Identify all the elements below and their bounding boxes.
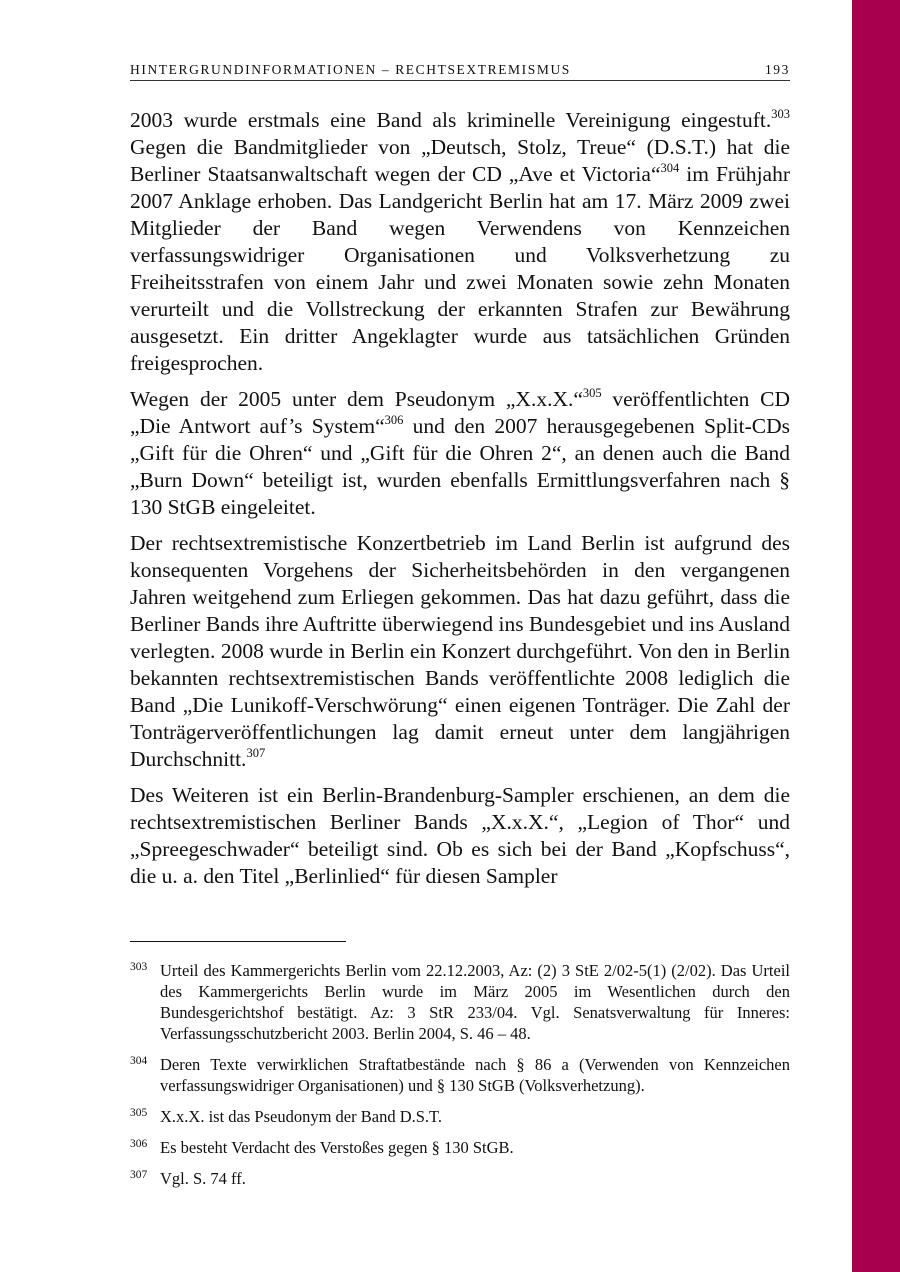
footnote xyxy=(130,1137,790,1158)
footnote-text: Urteil des Kammergerichts Berlin vom 22.12.2003, Az: (2) 3 StE 2/02-5(1) (2/02). Das Urteil des Kammergerichts Berlin wurde im März 2005 im Wesentlichen durch den Bundesgerichtshof bestätigt. Az: 3 StR 233/04. Vgl. Senatsverwaltung für Inneres: Verfassungsschutzbericht 2003. Berlin 2004, S. 46 – 48. xyxy=(160,961,790,1043)
footnote-reference: 307 xyxy=(246,746,266,760)
running-header xyxy=(130,61,790,79)
footnote-text: Vgl. S. 74 ff. xyxy=(160,1169,246,1188)
paragraph-text: Des Weiteren ist ein Berlin-Brandenburg-Sampler erschienen, an dem die rechtsextremistischen Berliner Bands „X.x.X.“, „Legion of Thor“ und „Spreegeschwader“ beteiligt sind. Ob es sich bei der Band „Kopfschuss“, die u. a. den Titel „Berlinlied“ für diesen Sampler xyxy=(130,783,790,888)
footnote-text: Es besteht Verdacht des Verstoßes gegen § 130 StGB. xyxy=(160,1138,514,1157)
footnote xyxy=(130,1168,790,1189)
footnote xyxy=(130,1106,790,1127)
footnote-number: 303 xyxy=(130,961,148,973)
paragraph xyxy=(130,782,790,890)
paragraph xyxy=(130,386,790,521)
footnote-reference: 304 xyxy=(660,161,680,175)
paragraph-text: Der rechtsextremistische Konzertbetrieb im Land Berlin ist aufgrund des konsequenten Vorgehens der Sicherheitsbehörden in den vergangenen Jahren weitgehend zum Erliegen gekommen. Das hat dazu geführt, dass die Berliner Bands ihre Auftritte überwiegend ins Bundesgebiet und ins Ausland verlegten. 2008 wurde in Berlin ein Konzert durchgeführt. Von den in Berlin bekannten rechtsextremistischen Bands veröffentlichte 2008 lediglich die Band „Die Lunikoff-Verschwörung“ einen eigenen Tonträger. Die Zahl der Tonträgerveröffentlichungen lag damit erneut unter dem langjährigen Durchschnitt. xyxy=(130,531,790,771)
footnote-number: 306 xyxy=(130,1138,148,1150)
footnotes xyxy=(130,960,790,1199)
footnote-reference: 306 xyxy=(384,413,404,427)
paragraph-text: und den 2007 herausgegebenen Split-CDs „Gift für die Ohren“ und „Gift für die Ohren 2“, an denen auch die Band „Burn Down“ beteiligt ist, wurden ebenfalls Ermittlungsverfahren nach § 130 StGB eingeleitet. xyxy=(130,414,790,519)
body-text xyxy=(130,107,790,899)
footnote-text: Deren Texte verwirklichen Straftatbestände nach § 86 a (Verwenden von Kennzeichen verfassungswidriger Organisationen) und § 130 StGB (Volksverhetzung). xyxy=(160,1055,790,1095)
footnote-number: 307 xyxy=(130,1169,148,1181)
footnote-text: X.x.X. ist das Pseudonym der Band D.S.T. xyxy=(160,1107,443,1126)
paragraph xyxy=(130,107,790,377)
footnote xyxy=(130,1054,790,1096)
footnote-reference: 305 xyxy=(582,386,602,400)
header-rule xyxy=(130,80,790,81)
paragraph-text: Wegen der 2005 unter dem Pseudonym „X.x.X.“ xyxy=(130,387,583,411)
paragraph-text: veröffentlichten CD „Die Antwort auf’s System“ xyxy=(130,387,790,438)
paragraph-text: Gegen die Bandmitglieder von „Deutsch, Stolz, Treue“ (D.S.T.) hat die Berliner Staatsanwaltschaft wegen der CD „Ave et Victoria“ xyxy=(130,135,790,186)
paragraph xyxy=(130,530,790,773)
footnote-number: 304 xyxy=(130,1055,148,1067)
paragraph-text: im Frühjahr 2007 Anklage erhoben. Das Landgericht Berlin hat am 17. März 2009 zwei Mitglieder der Band wegen Verwendens von Kennzeichen verfassungswidriger Organisationen und Volksverhetzung zu Freiheitsstrafen von einem Jahr und zwei Monaten sowie zehn Monaten verurteilt und die Vollstreckung der erkannten Strafen zur Bewährung ausgesetzt. Ein dritter Angeklagter wurde aus tatsächlichen Gründen freigesprochen. xyxy=(130,162,790,375)
footnote-separator xyxy=(130,941,346,942)
footnote xyxy=(130,960,790,1044)
page-number: 193 xyxy=(764,62,790,77)
footnote-number: 305 xyxy=(130,1107,148,1119)
side-color-bar xyxy=(852,0,900,1272)
footnote-reference: 303 xyxy=(771,107,790,121)
paragraph-text: 2003 wurde erstmals eine Band als kriminelle Vereinigung eingestuft. xyxy=(130,108,772,132)
header-title: HINTERGRUNDINFORMATIONEN – RECHTSEXTREMISMUS xyxy=(130,62,571,77)
